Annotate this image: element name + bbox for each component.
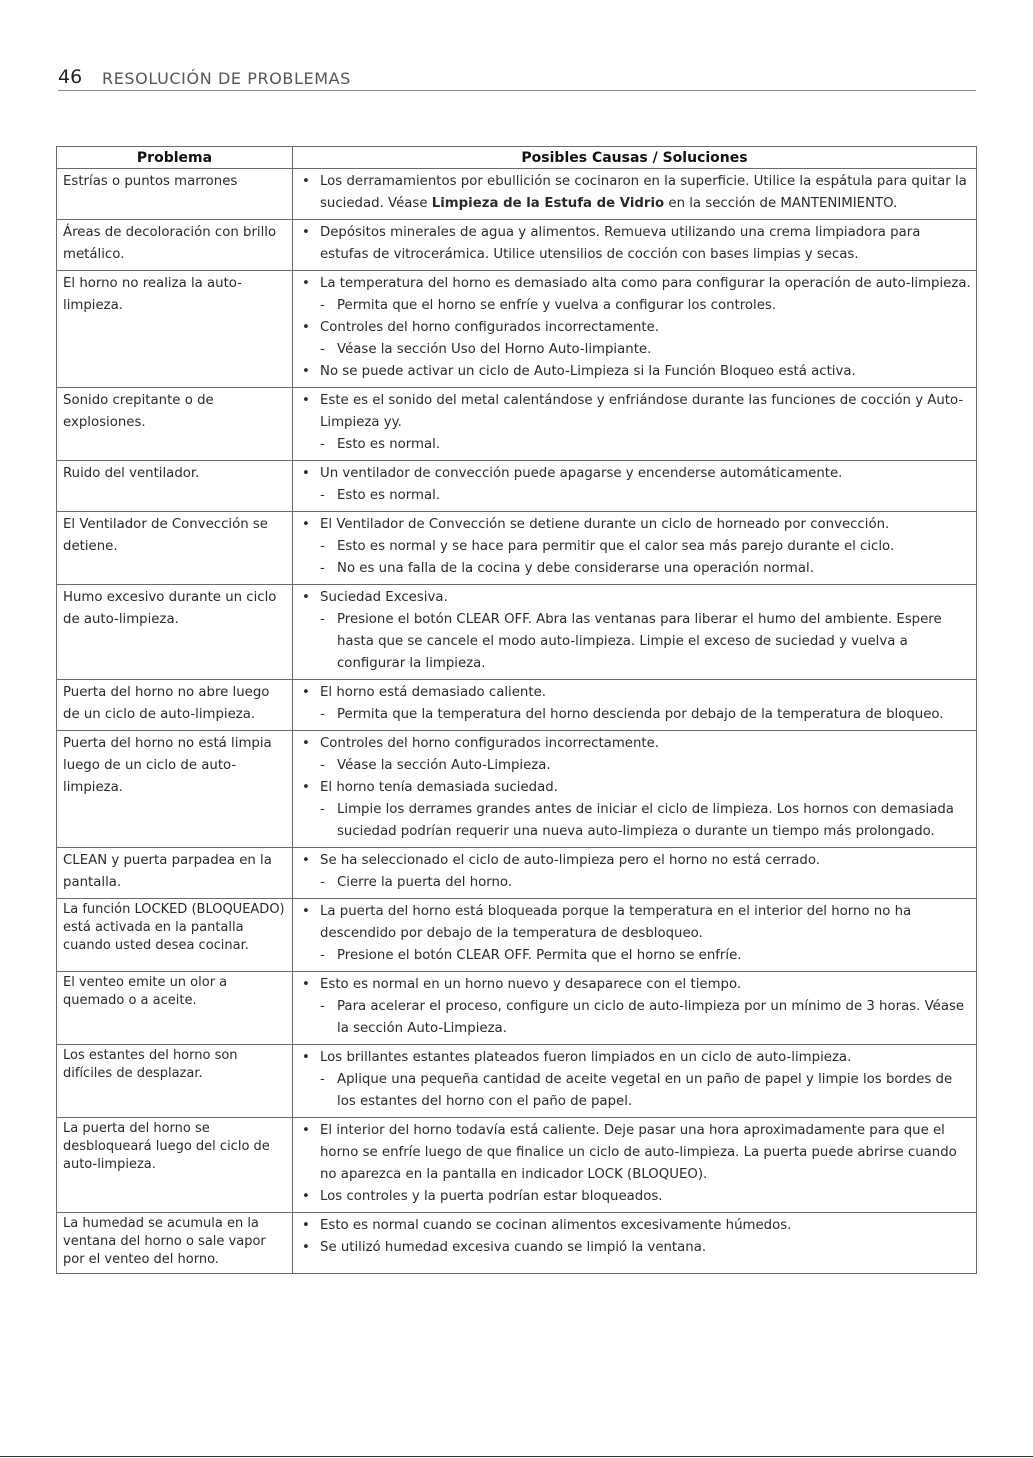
problem-cell: La humedad se acumula en la ventana del horno o sale vapor por el venteo del horno. bbox=[57, 1213, 293, 1274]
table-row bbox=[57, 220, 977, 271]
table-row bbox=[57, 1213, 977, 1274]
solutions-cell bbox=[293, 731, 977, 848]
solutions-cell bbox=[293, 972, 977, 1045]
table-row bbox=[57, 512, 977, 585]
problem-cell: Ruido del ventilador. bbox=[57, 461, 293, 512]
table-row bbox=[57, 731, 977, 848]
solution-emphasis: Limpieza de la Estufa de Vidrio bbox=[431, 196, 665, 211]
solution-subitem: - Esto es normal y se hace para permitir que el calor sea más parejo durante el ciclo. bbox=[301, 536, 972, 558]
solution-item: • Los brillantes estantes plateados fueron limpiados en un ciclo de auto-limpieza. bbox=[301, 1047, 972, 1069]
solution-item: • Se utilizó humedad excesiva cuando se limpió la ventana. bbox=[301, 1237, 972, 1259]
solution-item: • El horno tenía demasiada suciedad. bbox=[301, 777, 972, 799]
problem-cell: Puerta del horno no abre luego de un ciclo de auto-limpieza. bbox=[57, 680, 293, 731]
solution-item: • No se puede activar un ciclo de Auto-Limpieza si la Función Bloqueo está activa. bbox=[301, 361, 972, 383]
solution-subitem: - Presione el botón CLEAR OFF. Permita que el horno se enfríe. bbox=[301, 945, 972, 967]
solution-item: • Se ha seleccionado el ciclo de auto-limpieza pero el horno no está cerrado. bbox=[301, 850, 972, 872]
solution-subitem: - Cierre la puerta del horno. bbox=[301, 872, 972, 894]
table-body bbox=[57, 169, 977, 1274]
solutions-cell bbox=[293, 848, 977, 899]
table-row bbox=[57, 848, 977, 899]
solution-text: Los derramamientos por ebullición se cocinaron en la superficie. Utilice la espátula para quitar la suciedad. Véase bbox=[320, 174, 967, 211]
bottom-rule bbox=[0, 1456, 1033, 1457]
solution-subitem: - Permita que la temperatura del horno descienda por debajo de la temperatura de bloqueo. bbox=[301, 704, 972, 726]
column-header-solutions: Posibles Causas / Soluciones bbox=[293, 147, 977, 169]
column-header-problem: Problema bbox=[57, 147, 293, 169]
solution-subitem: - Esto es normal. bbox=[301, 485, 972, 507]
troubleshooting-table bbox=[56, 146, 977, 1274]
solution-subitem: - Presione el botón CLEAR OFF. Abra las ventanas para liberar el humo del ambiente. Espere hasta que se cancele el modo auto-limpieza. Limpie el exceso de suciedad y vuelva a configurar la limpieza. bbox=[301, 609, 972, 675]
table-row bbox=[57, 680, 977, 731]
problem-cell: Humo excesivo durante un ciclo de auto-limpieza. bbox=[57, 585, 293, 680]
solutions-cell bbox=[293, 271, 977, 388]
table-row bbox=[57, 585, 977, 680]
solution-item: • Un ventilador de convección puede apagarse y encenderse automáticamente. bbox=[301, 463, 972, 485]
solution-subitem: - No es una falla de la cocina y debe considerarse una operación normal. bbox=[301, 558, 972, 580]
problem-cell: El horno no realiza la auto-limpieza. bbox=[57, 271, 293, 388]
table-row bbox=[57, 388, 977, 461]
solutions-cell bbox=[293, 1213, 977, 1274]
solution-item: • El Ventilador de Convección se detiene durante un ciclo de horneado por convección. bbox=[301, 514, 972, 536]
table-header-row bbox=[57, 147, 977, 169]
page-header bbox=[58, 66, 976, 91]
solution-item: • Esto es normal en un horno nuevo y desaparece con el tiempo. bbox=[301, 974, 972, 996]
solutions-cell bbox=[293, 680, 977, 731]
solution-item: • Esto es normal cuando se cocinan alimentos excesivamente húmedos. bbox=[301, 1215, 972, 1237]
solution-subitem: - Limpie los derrames grandes antes de iniciar el ciclo de limpieza. Los hornos con demasiada suciedad podrían requerir una nueva auto-limpieza o durante un tiempo más prolongado. bbox=[301, 799, 972, 843]
solutions-cell bbox=[293, 512, 977, 585]
solution-subitem: - Aplique una pequeña cantidad de aceite vegetal en un paño de papel y limpie los bordes de los estantes del horno con el paño de papel. bbox=[301, 1069, 972, 1113]
solution-item: • Depósitos minerales de agua y alimentos. Remueva utilizando una crema limpiadora para estufas de vitrocerámica. Utilice utensilios de cocción con bases limpias y secas. bbox=[301, 222, 972, 266]
solution-text: en la sección de MANTENIMIENTO. bbox=[664, 196, 898, 211]
page-number: 46 bbox=[58, 66, 83, 88]
problem-cell: Puerta del horno no está limpia luego de un ciclo de auto-limpieza. bbox=[57, 731, 293, 848]
solution-item: • Suciedad Excesiva. bbox=[301, 587, 972, 609]
solutions-cell bbox=[293, 899, 977, 972]
solution-item: • El horno está demasiado caliente. bbox=[301, 682, 972, 704]
problem-cell: Áreas de decoloración con brillo metálico. bbox=[57, 220, 293, 271]
problem-cell: Los estantes del horno son difíciles de desplazar. bbox=[57, 1045, 293, 1118]
solution-item: • Los controles y la puerta podrían estar bloqueados. bbox=[301, 1186, 972, 1208]
table-row bbox=[57, 1118, 977, 1213]
table-row bbox=[57, 899, 977, 972]
solution-item: • La temperatura del horno es demasiado alta como para configurar la operación de auto-limpieza. bbox=[301, 273, 972, 295]
solution-subitem: - Esto es normal. bbox=[301, 434, 972, 456]
solution-item: • El interior del horno todavía está caliente. Deje pasar una hora aproximadamente para que el horno se enfríe luego de que finalice un ciclo de auto-limpieza. La puerta puede abrirse cuando no aparezca en la pantalla en indicador LOCK (BLOQUEO). bbox=[301, 1120, 972, 1186]
solution-item bbox=[301, 171, 972, 215]
table-row bbox=[57, 461, 977, 512]
table-row bbox=[57, 1045, 977, 1118]
solution-item: • Controles del horno configurados incorrectamente. bbox=[301, 317, 972, 339]
solutions-cell bbox=[293, 585, 977, 680]
problem-cell: La puerta del horno se desbloqueará luego del ciclo de auto-limpieza. bbox=[57, 1118, 293, 1213]
problem-cell: Estrías o puntos marrones bbox=[57, 169, 293, 220]
solution-subitem: - Permita que el horno se enfríe y vuelva a configurar los controles. bbox=[301, 295, 972, 317]
solutions-cell bbox=[293, 1045, 977, 1118]
solutions-cell bbox=[293, 461, 977, 512]
problem-cell: El Ventilador de Convección se detiene. bbox=[57, 512, 293, 585]
table-row bbox=[57, 972, 977, 1045]
solution-subitem: - Véase la sección Uso del Horno Auto-limpiante. bbox=[301, 339, 972, 361]
table-row bbox=[57, 169, 977, 220]
solution-item: • Controles del horno configurados incorrectamente. bbox=[301, 733, 972, 755]
problem-cell: Sonido crepitante o de explosiones. bbox=[57, 388, 293, 461]
section-title: RESOLUCIÓN DE PROBLEMAS bbox=[102, 69, 351, 88]
solution-subitem: - Para acelerar el proceso, configure un ciclo de auto-limpieza por un mínimo de 3 horas. Véase la sección Auto-Limpieza. bbox=[301, 996, 972, 1040]
solutions-cell bbox=[293, 1118, 977, 1213]
table-row bbox=[57, 271, 977, 388]
solutions-cell bbox=[293, 220, 977, 271]
solution-item: • La puerta del horno está bloqueada porque la temperatura en el interior del horno no ha descendido por debajo de la temperatura de desbloqueo. bbox=[301, 901, 972, 945]
solutions-cell bbox=[293, 169, 977, 220]
solution-subitem: - Véase la sección Auto-Limpieza. bbox=[301, 755, 972, 777]
solution-item: • Este es el sonido del metal calentándose y enfriándose durante las funciones de cocción y Auto-Limpieza yy. bbox=[301, 390, 972, 434]
problem-cell: El venteo emite un olor a quemado o a aceite. bbox=[57, 972, 293, 1045]
problem-cell: CLEAN y puerta parpadea en la pantalla. bbox=[57, 848, 293, 899]
solutions-cell bbox=[293, 388, 977, 461]
problem-cell: La función LOCKED (BLOQUEADO) está activada en la pantalla cuando usted desea cocinar. bbox=[57, 899, 293, 972]
